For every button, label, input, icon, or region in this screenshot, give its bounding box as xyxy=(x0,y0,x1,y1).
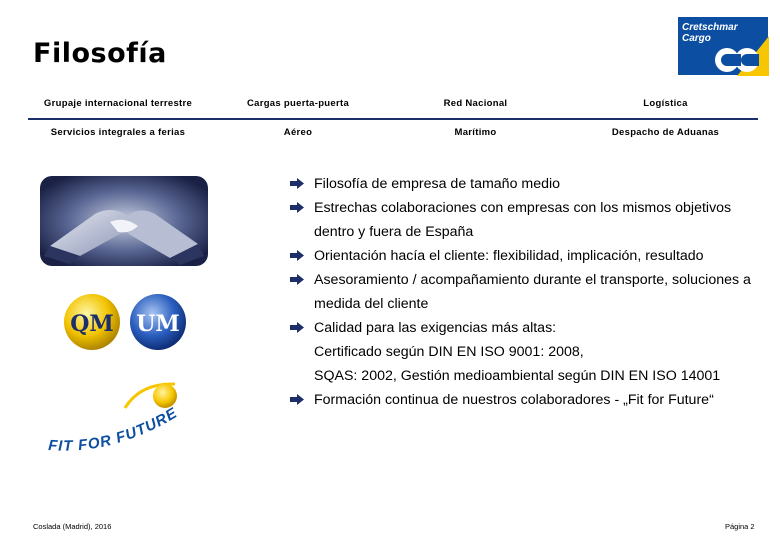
bullet-item xyxy=(290,316,760,340)
bullet-subline: Certificado según DIN EN ISO 9001: 2008, xyxy=(314,344,584,360)
nav-red-nacional[interactable]: Red Nacional xyxy=(443,97,508,109)
fit-text: FIT FOR FUTURE xyxy=(47,404,181,455)
bullet-text: Asesoramiento / acompañamiento durante el transporte, soluciones a medida del cliente xyxy=(314,272,751,312)
arrow-right-icon xyxy=(290,394,304,405)
logo-text-2: Cargo xyxy=(682,33,711,44)
footer-page-number: Página 2 xyxy=(725,522,755,531)
nav-divider xyxy=(28,118,758,120)
company-logo[interactable] xyxy=(677,16,769,76)
arrow-right-icon xyxy=(290,274,304,285)
nav-aereo[interactable]: Aéreo xyxy=(283,126,313,138)
bullet-text: Calidad para las exigencias más altas: xyxy=(314,320,557,336)
nav-grupaje[interactable]: Grupaje internacional terrestre xyxy=(43,97,193,109)
footer-location: Coslada (Madrid), 2016 xyxy=(33,522,112,531)
arrow-right-icon xyxy=(290,250,304,261)
bullet-item xyxy=(290,244,760,268)
svg-text:FIT FOR FUTURE xyxy=(48,404,181,454)
nav-aduanas[interactable]: Despacho de Aduanas xyxy=(611,126,720,138)
bullet-text: Estrechas colaboraciones con empresas con los mismos objetivos dentro y fuera de España xyxy=(314,200,732,240)
nav-cargas[interactable]: Cargas puerta-puerta xyxy=(246,97,350,109)
bullet-item xyxy=(290,196,760,244)
bullet-text: Filosofía de empresa de tamaño medio xyxy=(314,176,561,192)
bullet-item xyxy=(290,268,760,316)
bullet-subline: SQAS: 2002, Gestión medioambiental según DIN EN ISO 14001 xyxy=(314,368,721,384)
fit-for-future-logo xyxy=(30,378,210,463)
bullet-text: Orientación hacía el cliente: flexibilidad, implicación, resultado xyxy=(314,248,704,264)
logo-text-1: Cretschmar xyxy=(682,22,738,33)
qm-text: QM xyxy=(70,311,114,337)
um-badge xyxy=(128,292,188,352)
nav-grid xyxy=(28,92,758,146)
arrow-right-icon xyxy=(290,178,304,189)
arrow-right-icon xyxy=(290,322,304,333)
nav-ferias[interactable]: Servicios integrales a ferias xyxy=(50,126,186,138)
bullet-list xyxy=(290,172,760,412)
qm-badge xyxy=(62,292,122,352)
bullet-item xyxy=(290,172,760,196)
nav-maritimo[interactable]: Marítimo xyxy=(454,126,497,138)
bullet-text: Formación continua de nuestros colaboradores - „Fit for Future“ xyxy=(314,392,714,408)
nav-logistica[interactable]: Logística xyxy=(643,97,688,109)
arrow-right-icon xyxy=(290,202,304,213)
bullet-item xyxy=(290,388,760,412)
handshake-image xyxy=(40,176,208,266)
page-title: Filosofía xyxy=(33,38,167,69)
um-text: UM xyxy=(136,311,180,337)
